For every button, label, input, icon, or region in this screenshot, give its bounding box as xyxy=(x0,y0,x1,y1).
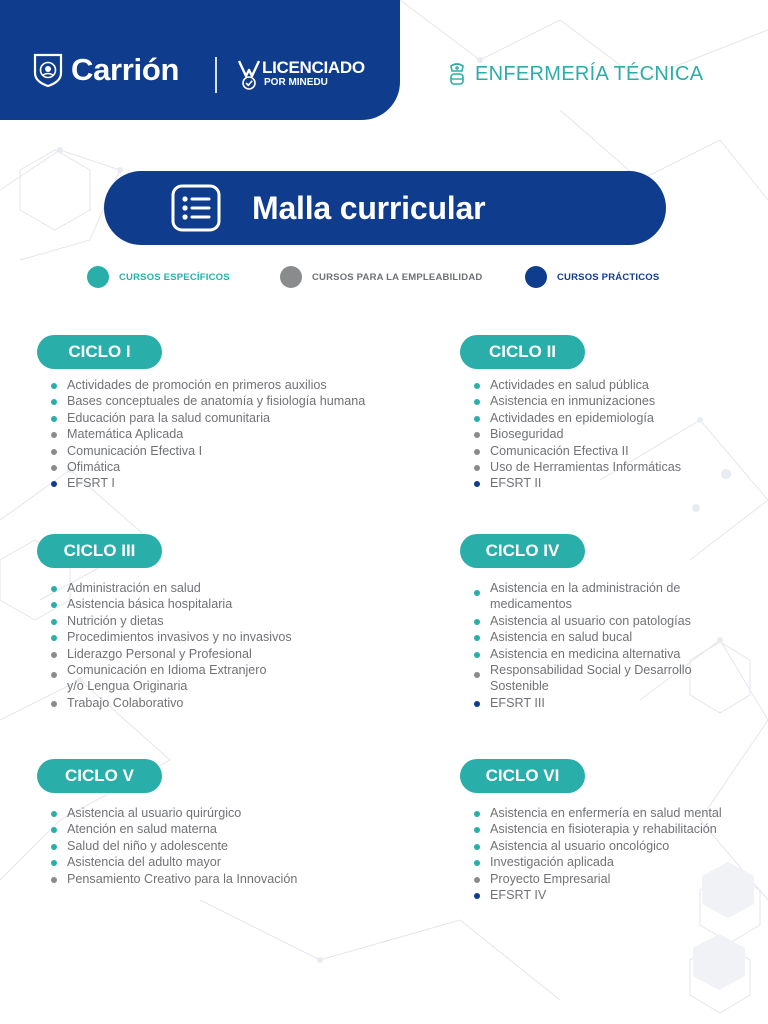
legend-label: CURSOS PRÁCTICOS xyxy=(557,271,660,283)
cycle-badge: CICLO IV xyxy=(460,534,585,568)
course-type-dot xyxy=(51,701,57,707)
course-type-dot xyxy=(474,416,480,422)
course-type-dot xyxy=(474,449,480,455)
course-item xyxy=(460,805,768,821)
course-name: EFSRT II xyxy=(490,476,542,491)
course-item xyxy=(460,580,720,613)
course-name: Responsabilidad Social y Desarrollo Sostenible xyxy=(490,663,692,694)
course-item xyxy=(37,580,367,596)
course-name: Bases conceptuales de anatomía y fisiología humana xyxy=(67,394,366,409)
header-divider xyxy=(215,57,217,93)
course-item xyxy=(37,393,367,409)
cycle-badge: CICLO VI xyxy=(460,759,585,793)
course-list xyxy=(460,580,768,711)
course-type-dot xyxy=(474,893,480,899)
course-name: Ofimática xyxy=(67,460,121,475)
licensed-check-icon xyxy=(238,59,260,91)
course-name: EFSRT III xyxy=(490,695,545,710)
course-type-dot xyxy=(51,416,57,422)
course-name: Bioseguridad xyxy=(490,427,564,442)
course-type-dot xyxy=(474,652,480,658)
course-item xyxy=(460,662,720,695)
course-name: Asistencia en enfermería en salud mental xyxy=(490,806,722,820)
course-type-dot xyxy=(51,619,57,625)
course-name: Asistencia al usuario con patologías xyxy=(490,613,691,628)
program-label xyxy=(449,62,703,86)
course-item xyxy=(37,596,367,612)
course-name: Trabajo Colaborativo xyxy=(67,695,184,710)
course-name: Liderazgo Personal y Profesional xyxy=(67,646,252,661)
course-item xyxy=(37,410,367,426)
course-item xyxy=(460,475,768,491)
course-type-dot xyxy=(51,672,57,678)
course-type-dot xyxy=(51,844,57,850)
course-name: EFSRT I xyxy=(67,476,115,491)
course-type-dot xyxy=(474,465,480,471)
course-type-dot xyxy=(51,383,57,389)
legend-dot xyxy=(280,266,302,288)
course-type-dot xyxy=(474,432,480,438)
course-type-dot xyxy=(51,449,57,455)
course-item xyxy=(37,871,367,887)
course-type-dot xyxy=(51,811,57,817)
course-item xyxy=(37,646,367,662)
course-name: Asistencia en la administración de medicamentos xyxy=(490,581,681,612)
course-name: Proyecto Empresarial xyxy=(490,871,611,886)
course-item xyxy=(460,854,768,870)
course-type-dot xyxy=(51,602,57,608)
course-type-dot xyxy=(474,399,480,405)
course-item xyxy=(460,871,768,887)
brand-logo[interactable] xyxy=(33,52,179,88)
legend-dot xyxy=(525,266,547,288)
cycle-1 xyxy=(37,335,367,492)
course-type-dot xyxy=(474,844,480,850)
course-item xyxy=(460,695,720,711)
course-type-dot xyxy=(474,590,480,596)
course-name: Administración en salud xyxy=(67,581,201,595)
course-type-dot xyxy=(51,652,57,658)
course-name: Asistencia del adulto mayor xyxy=(67,855,222,870)
cycle-2 xyxy=(460,335,768,492)
course-type-dot xyxy=(474,672,480,678)
course-type-dot xyxy=(474,619,480,625)
legend-employability xyxy=(280,266,482,288)
course-item xyxy=(460,443,768,459)
course-name: Asistencia al usuario quirúrgico xyxy=(67,806,242,820)
course-item xyxy=(37,838,367,854)
course-name: Pensamiento Creativo para la Innovación xyxy=(67,871,298,886)
course-item xyxy=(460,459,768,475)
course-item xyxy=(37,475,367,491)
course-list xyxy=(37,377,367,492)
course-item xyxy=(460,426,768,442)
course-type-dot xyxy=(51,399,57,405)
course-item xyxy=(460,393,768,409)
course-name: Actividades en salud pública xyxy=(490,378,649,392)
course-type-dot xyxy=(51,877,57,883)
course-name: Comunicación Efectiva I xyxy=(67,443,203,458)
course-list xyxy=(460,805,768,903)
course-item xyxy=(37,443,367,459)
course-list xyxy=(37,805,367,887)
course-item xyxy=(37,426,367,442)
cycle-badge: CICLO I xyxy=(37,335,162,369)
legend-specific xyxy=(87,266,230,288)
licensed-subtitle: POR MINEDU xyxy=(264,77,328,88)
licensed-badge xyxy=(238,59,365,91)
shield-crest-icon xyxy=(33,53,63,87)
course-item xyxy=(37,629,367,645)
course-list xyxy=(460,377,768,492)
course-item xyxy=(37,613,367,629)
course-name: Asistencia en inmunizaciones xyxy=(490,394,656,409)
page-title: Malla curricular xyxy=(252,190,486,226)
legend-dot xyxy=(87,266,109,288)
cycle-badge: CICLO V xyxy=(37,759,162,793)
course-name: Actividades de promoción en primeros auxilios xyxy=(67,378,327,392)
course-list xyxy=(37,580,367,711)
course-name: Asistencia en fisioterapia y rehabilitación xyxy=(490,822,717,837)
cycle-3 xyxy=(37,534,367,711)
course-name: Asistencia al usuario oncológico xyxy=(490,838,670,853)
course-type-dot xyxy=(474,827,480,833)
course-type-dot xyxy=(474,701,480,707)
course-type-dot xyxy=(474,877,480,883)
course-name: Asistencia en salud bucal xyxy=(490,630,633,645)
course-name: Nutrición y dietas xyxy=(67,613,164,628)
course-item xyxy=(460,887,768,903)
header-panel xyxy=(0,0,400,120)
course-item xyxy=(460,613,720,629)
course-type-dot xyxy=(51,635,57,641)
licensed-title: LICENCIADO xyxy=(262,58,365,77)
course-type-dot xyxy=(474,383,480,389)
nurse-cap-icon xyxy=(449,62,465,86)
course-type-dot xyxy=(51,586,57,592)
course-type-dot xyxy=(51,481,57,487)
course-item xyxy=(37,805,367,821)
course-item xyxy=(37,854,367,870)
course-type-dot xyxy=(474,481,480,487)
course-name: Actividades en epidemiología xyxy=(490,410,654,425)
cycle-6 xyxy=(460,759,768,903)
course-type-dot xyxy=(51,860,57,866)
course-name: Atención en salud materna xyxy=(67,822,217,837)
legend-practical xyxy=(525,266,659,288)
course-item xyxy=(460,838,768,854)
course-name: Salud del niño y adolescente xyxy=(67,838,229,853)
course-item xyxy=(460,377,768,393)
cycle-4 xyxy=(460,534,768,711)
course-name: Comunicación en Idioma Extranjero y/o Lengua Originaria xyxy=(67,663,267,694)
course-name: EFSRT IV xyxy=(490,888,547,903)
legend-label: CURSOS PARA LA EMPLEABILIDAD xyxy=(312,271,483,283)
program-name: ENFERMERÍA TÉCNICA xyxy=(475,62,704,85)
course-name: Asistencia en medicina alternativa xyxy=(490,646,681,661)
course-item xyxy=(37,695,367,711)
cycle-badge: CICLO III xyxy=(37,534,162,568)
course-item xyxy=(37,377,367,393)
course-item xyxy=(460,821,768,837)
course-name: Uso de Herramientas Informáticas xyxy=(490,460,682,475)
course-item xyxy=(37,662,367,695)
course-name: Asistencia básica hospitalaria xyxy=(67,597,233,612)
brand-name: Carrión xyxy=(71,52,180,87)
course-type-dot xyxy=(51,432,57,438)
legend-label: CURSOS ESPECÍFICOS xyxy=(119,271,230,283)
course-name: Educación para la salud comunitaria xyxy=(67,410,271,425)
cycle-5 xyxy=(37,759,367,887)
course-type-dot xyxy=(51,465,57,471)
course-type-dot xyxy=(51,827,57,833)
course-name: Matemática Aplicada xyxy=(67,427,184,442)
course-type-dot xyxy=(474,811,480,817)
list-icon xyxy=(171,184,221,232)
course-item xyxy=(460,646,720,662)
course-name: Procedimientos invasivos y no invasivos xyxy=(67,630,292,645)
course-item xyxy=(37,821,367,837)
course-name: Investigación aplicada xyxy=(490,855,614,870)
cycle-badge: CICLO II xyxy=(460,335,585,369)
course-name: Comunicación Efectiva II xyxy=(490,443,629,458)
course-type-dot xyxy=(474,860,480,866)
title-banner xyxy=(104,171,666,245)
course-item xyxy=(37,459,367,475)
course-type-dot xyxy=(474,635,480,641)
course-item xyxy=(460,410,768,426)
course-item xyxy=(460,629,720,645)
